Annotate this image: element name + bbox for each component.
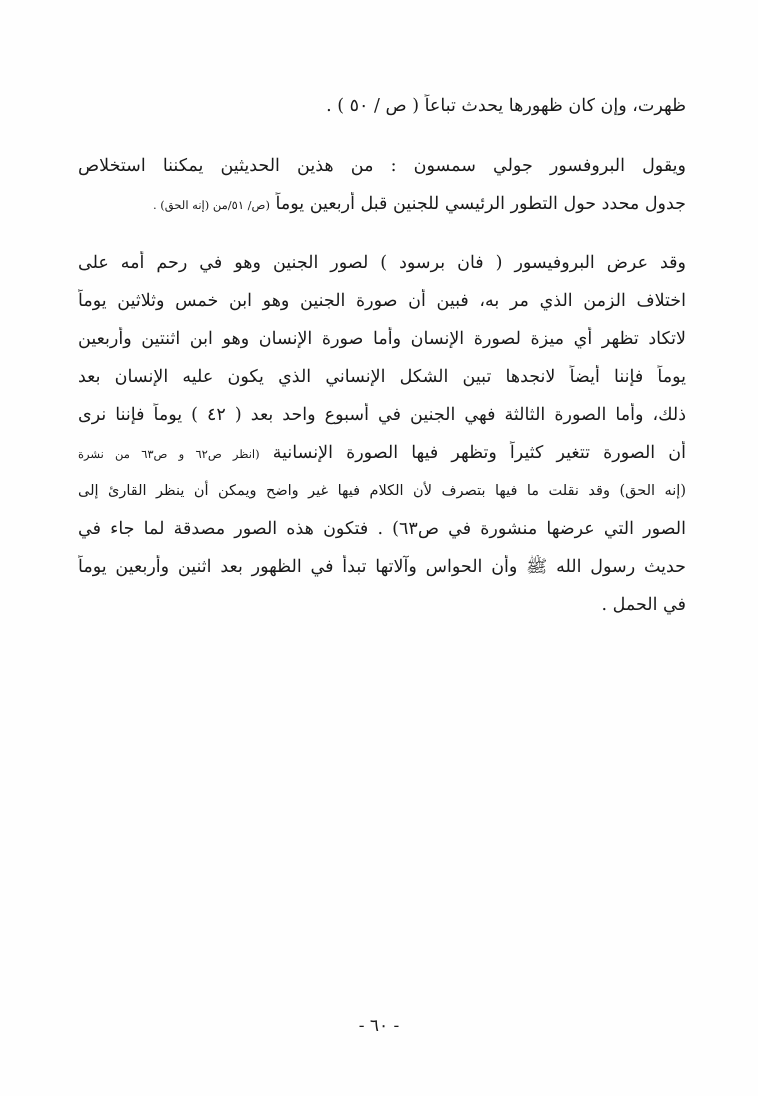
page-reference: (ص/ ٥١/من (إنه الحق) . (153, 198, 270, 212)
text-line-with-reference (78, 192, 686, 230)
text-line: اختلاف الزمن الذي مر به، فبين أن صورة الجنين وهو ابن خمس وثلاثين يوماً (78, 291, 686, 311)
paragraph-2 (78, 154, 686, 230)
text-line: وقد عرض البروفيسور ( فان برسود ) لصور الجنين وهو في رحم أمه على (78, 253, 686, 273)
text-line: يوماً فإننا أيضاً لانجدها تبين الشكل الإنساني الذي يكون عليه الإنسان بعد (78, 367, 686, 387)
text-line-with-reference (78, 441, 686, 479)
text-line: أن الصورة تتغير كثيراً وتظهر فيها الصورة الإنسانية (272, 443, 686, 463)
paragraph-3 (78, 251, 686, 631)
text-line: حديث رسول الله ﷺ وأن الحواس وآلاتها تبدأ في الظهور بعد اثنين وأربعين يوماً (78, 557, 686, 577)
page-number: - ٦٠ - (358, 1016, 400, 1036)
text-line: في الحمل . (601, 595, 686, 615)
text-line: ظهرت، وإن كان ظهورها يحدث تباعاً ( ص / ٥٠ ) . (326, 96, 686, 116)
text-line: (إنه الحق) وقد نقلت ما فيها بتصرف لأن الكلام فيها غير واضح ويمكن أن ينظر القارئ إلى (78, 483, 686, 499)
text-line: ويقول البروفسور جولي سمسون : من هذين الحديثين يمكننا استخلاص (78, 156, 686, 176)
paragraph-1 (78, 94, 686, 132)
page-reference: (انظر ص٦٢ و ص٦٣ من نشرة (78, 447, 260, 461)
text-line: ذلك، وأما الصورة الثالثة فهي الجنين في أسبوع واحد بعد ( ٤٢ ) يوماً فإننا نرى (78, 405, 686, 425)
text-line: لاتكاد تظهر أي ميزة لصورة الإنسان وأما صورة الإنسان وهو ابن اثنتين وأربعين (78, 329, 686, 349)
text-line: جدول محدد حول التطور الرئيسي للجنين قبل أربعين يوماً (275, 194, 686, 214)
text-line: الصور التي عرضها منشورة في ص٦٣) . فتكون هذه الصور مصدقة لما جاء في (78, 519, 686, 539)
